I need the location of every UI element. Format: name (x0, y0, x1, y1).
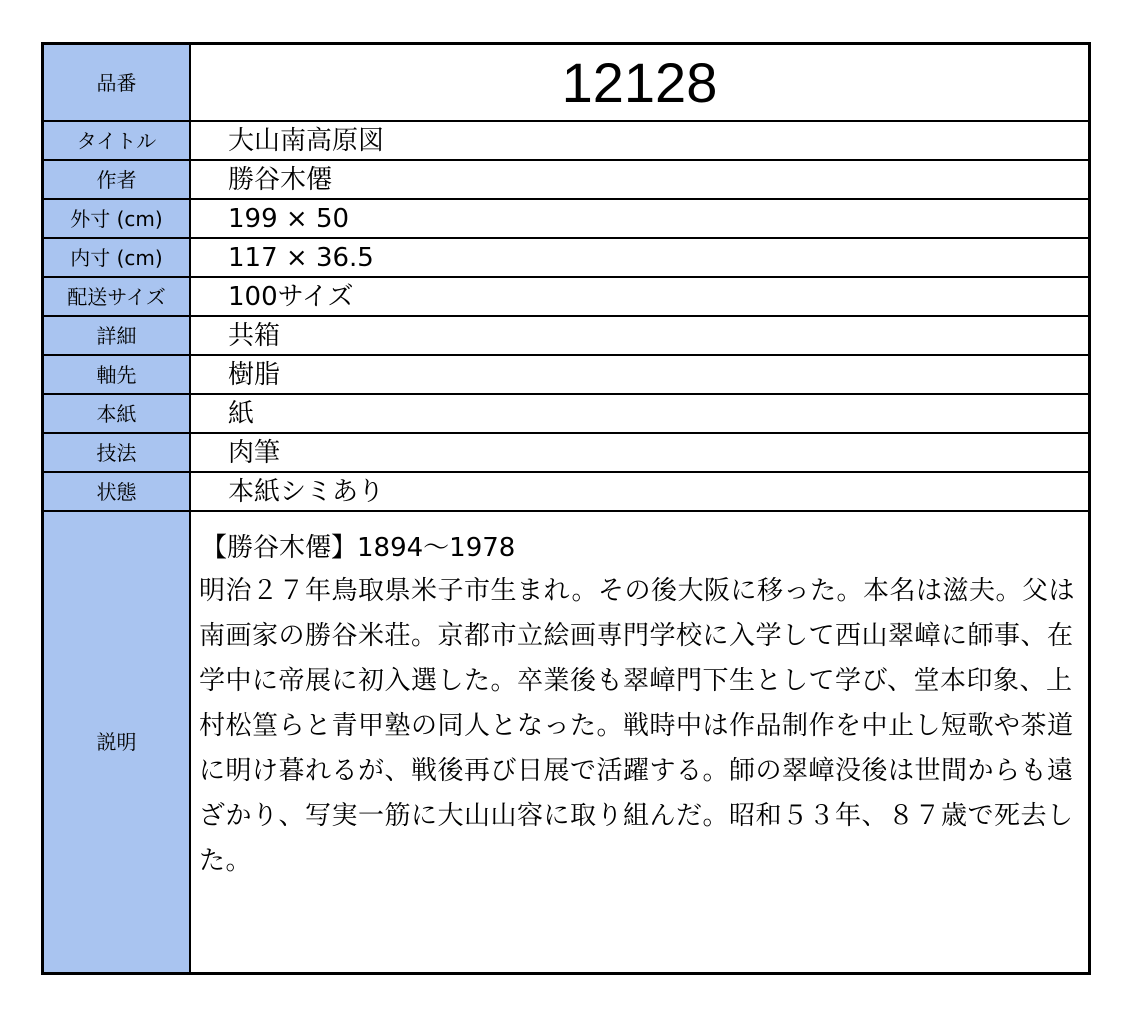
row-roller-end (43, 355, 1090, 394)
value-base-material: 紙 (190, 394, 1090, 433)
row-outer-size (43, 199, 1090, 238)
value-roller-end: 樹脂 (190, 355, 1090, 394)
value-technique: 肉筆 (190, 433, 1090, 472)
value-description (190, 511, 1090, 974)
row-inner-size (43, 238, 1090, 277)
row-condition (43, 472, 1090, 511)
value-item-number: 12128 (190, 44, 1090, 122)
description-heading: 【勝谷木僊】1894～1978 (201, 533, 516, 563)
row-item-number (43, 44, 1090, 122)
label-artist: 作者 (43, 160, 191, 199)
row-technique (43, 433, 1090, 472)
row-base-material (43, 394, 1090, 433)
value-shipping-size: 100サイズ (190, 277, 1090, 316)
row-details (43, 316, 1090, 355)
label-shipping-size: 配送サイズ (43, 277, 191, 316)
value-outer-size: 199 × 50 (190, 199, 1090, 238)
value-artist: 勝谷木僊 (190, 160, 1090, 199)
label-condition: 状態 (43, 472, 191, 511)
row-shipping-size (43, 277, 1090, 316)
description-body: 明治２７年鳥取県米子市生まれ。その後大阪に移った。本名は滋夫。父は南画家の勝谷米荘。京都市立絵画専門学校に入学して西山翠嶂に師事、在学中に帝展に初入選した。卒業後も翠嶂門下生として学び、堂本印象、上村松篁らと青甲塾の同人となった。戦時中は作品制作を中止し短歌や茶道に明け暮れるが、戦後再び日展で活躍する。師の翠嶂没後は世間からも遠ざかり、写実一筋に大山山容に取り組んだ。昭和５３年、８７歳で死去した。 (199, 576, 1076, 876)
row-description (43, 511, 1090, 974)
label-item-number: 品番 (43, 44, 191, 122)
label-description: 説明 (43, 511, 191, 974)
row-title (43, 121, 1090, 160)
label-outer-size: 外寸 (cm) (43, 199, 191, 238)
label-inner-size: 内寸 (cm) (43, 238, 191, 277)
row-artist (43, 160, 1090, 199)
label-details: 詳細 (43, 316, 191, 355)
value-details: 共箱 (190, 316, 1090, 355)
value-title: 大山南高原図 (190, 121, 1090, 160)
label-roller-end: 軸先 (43, 355, 191, 394)
item-spec-table (41, 42, 1091, 975)
label-technique: 技法 (43, 433, 191, 472)
label-base-material: 本紙 (43, 394, 191, 433)
value-condition: 本紙シミあり (190, 472, 1090, 511)
label-title: タイトル (43, 121, 191, 160)
value-inner-size: 117 × 36.5 (190, 238, 1090, 277)
